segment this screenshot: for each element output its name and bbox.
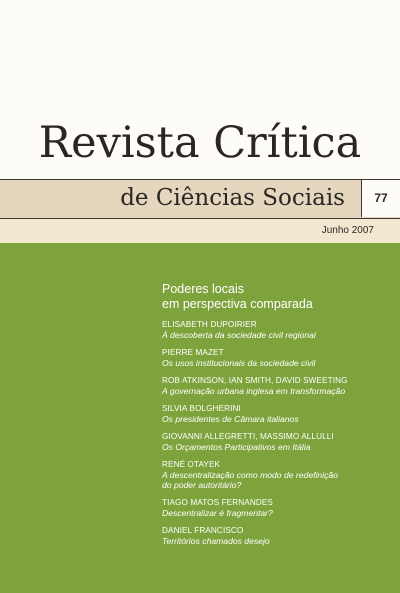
table-of-contents xyxy=(162,282,390,554)
journal-subtitle: de Ciências Sociais xyxy=(0,180,362,217)
toc-entry xyxy=(162,498,390,518)
toc-entry xyxy=(162,432,390,452)
toc-entry xyxy=(162,376,390,396)
entry-author: RENÉ OTAYEK xyxy=(162,460,221,469)
subtitle-band xyxy=(0,179,400,219)
entry-title: Territórios chamados desejo xyxy=(162,536,270,546)
issue-number: 77 xyxy=(362,180,400,217)
entry-title: A governação urbana inglesa em transformação xyxy=(162,386,346,396)
toc-entry xyxy=(162,320,390,340)
date-band xyxy=(0,219,400,243)
entry-title: A descentralização como modo de redefinição xyxy=(162,470,338,480)
toc-entry xyxy=(162,460,390,490)
toc-entry xyxy=(162,404,390,424)
entry-title: À descoberta da sociedade civil regional xyxy=(162,330,316,340)
toc-entry xyxy=(162,526,390,546)
entry-title: Os Orçamentos Participativos em Itália xyxy=(162,442,311,452)
entry-author: TIAGO MATOS FERNANDES xyxy=(162,498,273,507)
entry-author: SILVIA BOLGHERINI xyxy=(162,404,241,413)
issue-date: Junho 2007 xyxy=(321,225,374,236)
entry-author: GIOVANNI ALLEGRETTI, MASSIMO ALLULLI xyxy=(162,432,334,441)
section-title-line: Poderes locais xyxy=(162,282,244,296)
entry-title: Descentralizar é fragmentar? xyxy=(162,508,273,518)
journal-title: Revista Crítica xyxy=(38,118,362,168)
entry-title: Os usos institucionais da sociedade civil xyxy=(162,358,316,368)
toc-entry xyxy=(162,348,390,368)
entry-author: PIERRE MAZET xyxy=(162,348,224,357)
entry-title: Os presidentes de Câmara italianos xyxy=(162,414,299,424)
section-title-line: em perspectiva comparada xyxy=(162,297,313,311)
section-title xyxy=(162,282,390,312)
entry-author: ROB ATKINSON, IAN SMITH, DAVID SWEETING xyxy=(162,376,348,385)
entry-title: do poder autoritário? xyxy=(162,480,242,490)
entry-author: DANIEL FRANCISCO xyxy=(162,526,244,535)
entry-author: ELISABETH DUPOIRIER xyxy=(162,320,257,329)
